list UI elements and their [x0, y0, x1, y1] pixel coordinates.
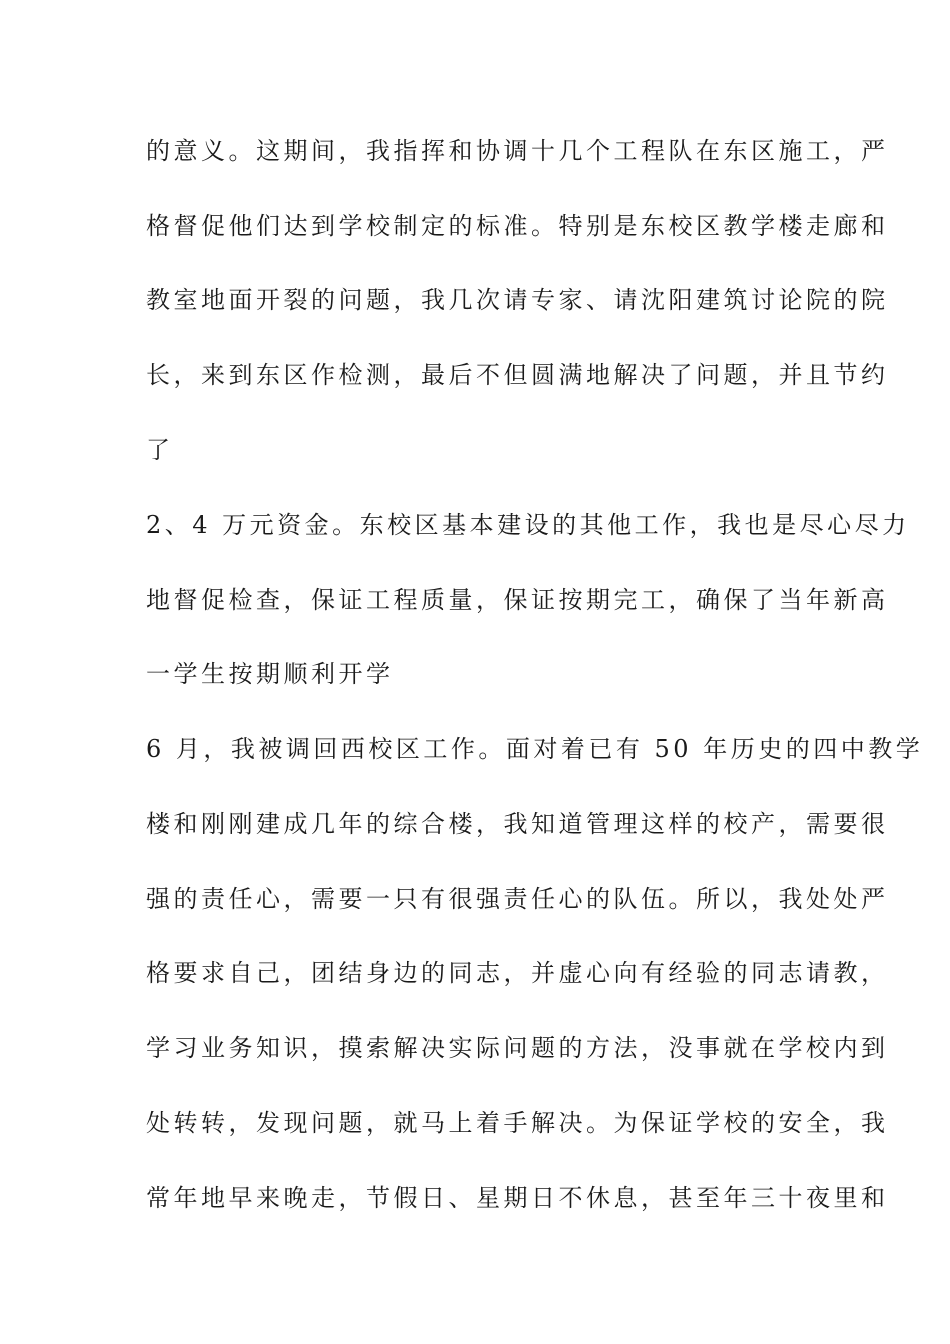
- text-line: 常年地早来晚走，节假日、星期日不休息，甚至年三十夜里和: [146, 1184, 889, 1212]
- text-line: 格督促他们达到学校制定的标准。特别是东校区教学楼走廊和: [146, 212, 889, 240]
- text-line: 2、4 万元资金。东校区基本建设的其他工作，我也是尽心尽力: [146, 511, 910, 539]
- text-line: 6 月，我被调回西校区工作。面对着已有 50 年历史的四中教学: [146, 735, 924, 763]
- text-line: 强的责任心，需要一只有很强责任心的队伍。所以，我处处严: [146, 885, 889, 913]
- text-line: 了: [146, 436, 174, 464]
- text-line: 学习业务知识，摸索解决实际问题的方法，没事就在学校内到: [146, 1034, 889, 1062]
- text-line: 的意义。这期间，我指挥和协调十几个工程队在东区施工，严: [146, 137, 889, 165]
- text-line: 地督促检查，保证工程质量，保证按期完工，确保了当年新高: [146, 586, 889, 614]
- text-line: 长，来到东区作检测，最后不但圆满地解决了问题，并且节约: [146, 361, 889, 389]
- text-line: 处转转，发现问题，就马上着手解决。为保证学校的安全，我: [146, 1109, 889, 1137]
- text-line: 格要求自己，团结身边的同志，并虚心向有经验的同志请教，: [146, 959, 889, 987]
- text-line: 一学生按期顺利开学: [146, 660, 394, 688]
- text-line: 教室地面开裂的问题，我几次请专家、请沈阳建筑讨论院的院: [146, 286, 889, 314]
- text-line: 楼和刚刚建成几年的综合楼，我知道管理这样的校产，需要很: [146, 810, 889, 838]
